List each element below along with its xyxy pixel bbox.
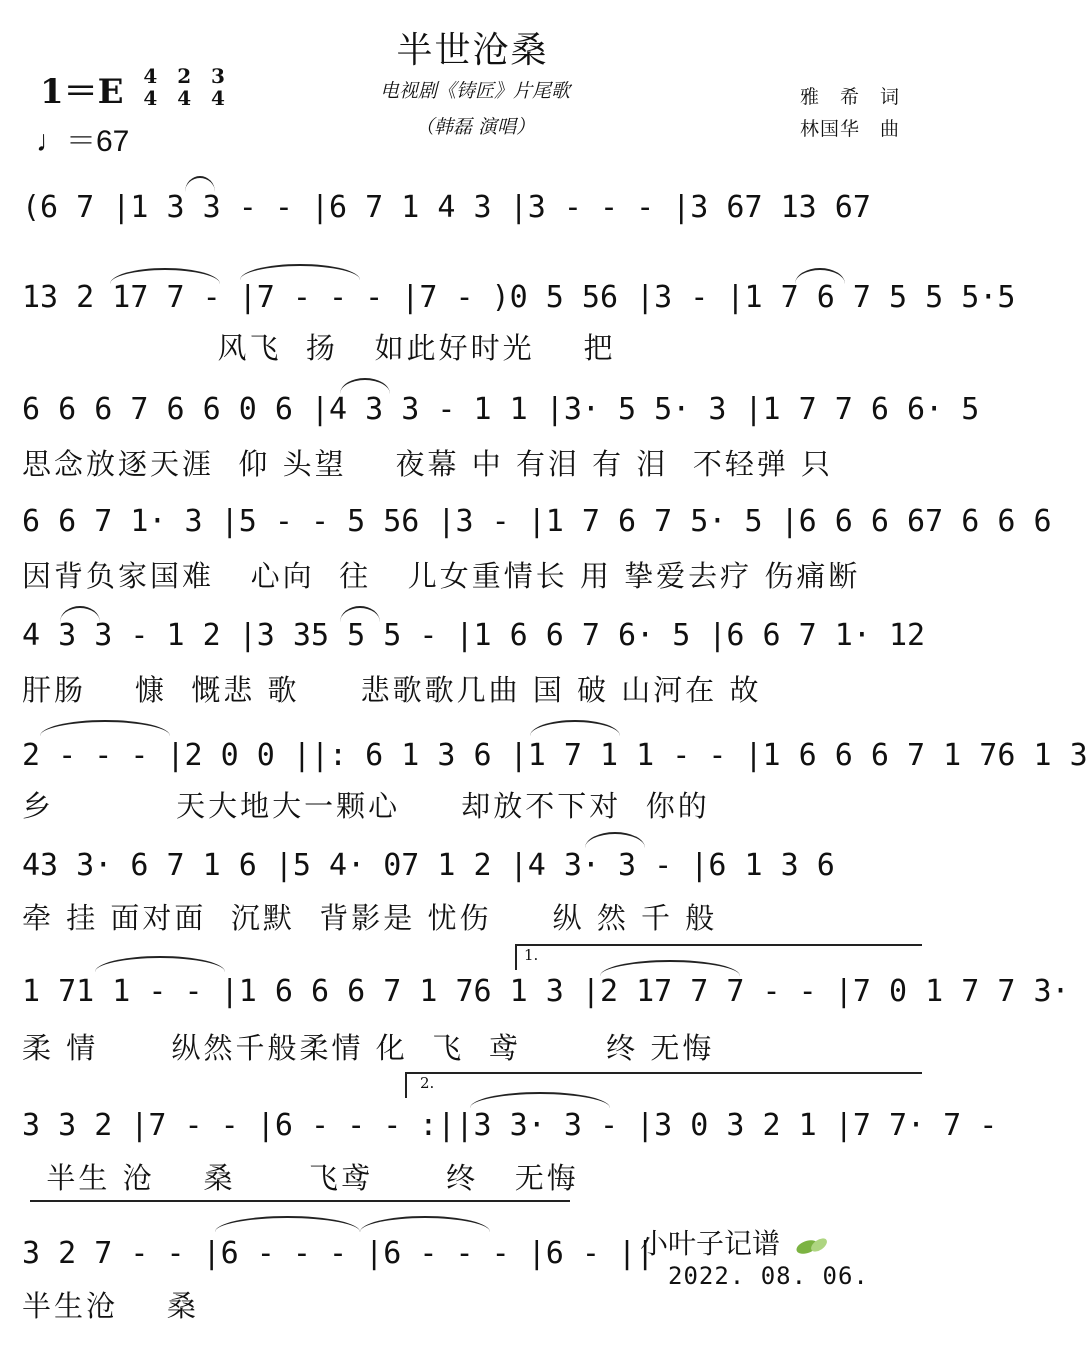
notation-line: 13 2 17 7 - |7 - - - |7 - )0 5 56 |3 - |1 7 6 7 5 5 5·5 bbox=[22, 280, 1016, 315]
tie-mark bbox=[185, 176, 215, 192]
staff-system-6 bbox=[0, 718, 1088, 828]
lyric-line: 柔 情 纵然千般柔情 化 飞 鸢 终 无悔 bbox=[22, 1031, 715, 1065]
performer: （韩磊 演唱） bbox=[414, 116, 536, 138]
time-signature-3: 3 4 bbox=[210, 64, 225, 110]
staff-system-5 bbox=[0, 604, 945, 714]
staff-system-7 bbox=[0, 830, 945, 940]
lyric-line: 乡 天大地大一颗心 却放不下对 你的 bbox=[22, 789, 710, 823]
lyric-line: 牵 挂 面对面 沉默 背影是 忧伤 纵 然 千 般 bbox=[22, 901, 718, 935]
notation-line: 3 3 2 |7 - - |6 - - - :||3 3· 3 - |3 0 3 2 1 |7 7· 7 - bbox=[22, 1108, 998, 1143]
divider-line bbox=[30, 1200, 570, 1202]
notation-line: 4 3 3 - 1 2 |3 35 5 5 - |1 6 6 7 6· 5 |6 6 7 1· 12 bbox=[22, 618, 926, 653]
tie-mark bbox=[60, 606, 100, 622]
tie-mark bbox=[360, 1216, 490, 1232]
lyric-line: 肝肠 慷 慨悲 歌 悲歌歌几曲 国 破 山河在 故 bbox=[22, 673, 762, 707]
notation-line: 6 6 7 1· 3 |5 - - 5 56 |3 - |1 7 6 7 5· 5 |6 6 6 67 6 6 6 bbox=[22, 504, 1052, 539]
lyric-line: 因背负家国难 心向 往 儿女重情长 用 挚爱去疗 伤痛断 bbox=[22, 559, 861, 593]
lyric-line: 思念放逐天涯 仰 头望 夜幕 中 有泪 有 泪 不轻弹 只 bbox=[22, 447, 834, 481]
volta-label-1: 1. bbox=[524, 946, 539, 964]
lyric-line: 风飞 扬 如此好时光 把 bbox=[22, 331, 616, 365]
lyric-line: 半生 沧 桑 飞鸢 终 无悔 bbox=[22, 1161, 579, 1195]
lyricist-credit: 雅 希 词 bbox=[800, 86, 901, 108]
notation-line: 6 6 6 7 6 6 0 6 |4 3 3 - 1 1 |3· 5 5· 3 |1 7 7 6 6· 5 bbox=[22, 392, 980, 427]
tie-mark bbox=[470, 1092, 610, 1108]
notation-line: 1 71 1 - - |1 6 6 6 7 1 76 1 3 |2 17 7 7 - - |7 0 1 7 7 3· bbox=[22, 974, 1070, 1009]
transcriber-signature: 小叶子记谱 bbox=[640, 1222, 829, 1262]
key-signature bbox=[40, 64, 225, 113]
tie-mark bbox=[795, 268, 845, 284]
staff-system-3 bbox=[0, 380, 980, 490]
subtitle: 电视剧《铸匠》片尾歌 bbox=[379, 80, 570, 102]
time-signature-2: 2 4 bbox=[177, 64, 192, 110]
tie-mark bbox=[215, 1216, 360, 1232]
tie-mark bbox=[40, 720, 170, 736]
leaf-icon bbox=[795, 1235, 829, 1257]
tie-mark bbox=[95, 956, 225, 972]
tie-mark bbox=[340, 378, 390, 394]
tie-mark bbox=[600, 960, 740, 976]
composer-credit: 林国华 曲 bbox=[800, 118, 901, 140]
notation-line: 3 2 7 - - |6 - - - |6 - - - |6 - || bbox=[22, 1236, 655, 1271]
tie-mark bbox=[585, 832, 645, 848]
tie-mark bbox=[340, 606, 380, 622]
staff-system-8 bbox=[0, 950, 1070, 1065]
notation-line: (6 7 |1 3 3 - - |6 7 1 4 3 |3 - - - |3 67 13 67 bbox=[22, 190, 871, 225]
tie-mark bbox=[240, 264, 360, 280]
key-label: 1＝E bbox=[40, 72, 124, 112]
song-title: 半世沧桑 bbox=[396, 30, 549, 71]
tempo-marking: ♩＝67 bbox=[36, 125, 130, 158]
transcription-date: 2022. 08. 06. bbox=[668, 1262, 869, 1290]
staff-system-2 bbox=[0, 262, 1016, 372]
notation-line: 43 3· 6 7 1 6 |5 4· 07 1 2 |4 3· 3 - |6 1 3 6 bbox=[22, 848, 835, 883]
lyric-line: 半生沧 桑 bbox=[22, 1289, 199, 1323]
volta-label-2: 2. bbox=[420, 1074, 435, 1092]
staff-system-9 bbox=[0, 1090, 998, 1200]
tie-mark bbox=[110, 268, 220, 284]
tie-mark bbox=[530, 720, 620, 736]
notation-line: 2 - - - |2 0 0 ||: 6 1 3 6 |1 7 1 1 - - |1 6 6 6 7 1 76 1 3 bbox=[22, 738, 1088, 773]
time-signature-1: 4 4 bbox=[143, 64, 158, 110]
staff-system-4 bbox=[0, 492, 1052, 602]
